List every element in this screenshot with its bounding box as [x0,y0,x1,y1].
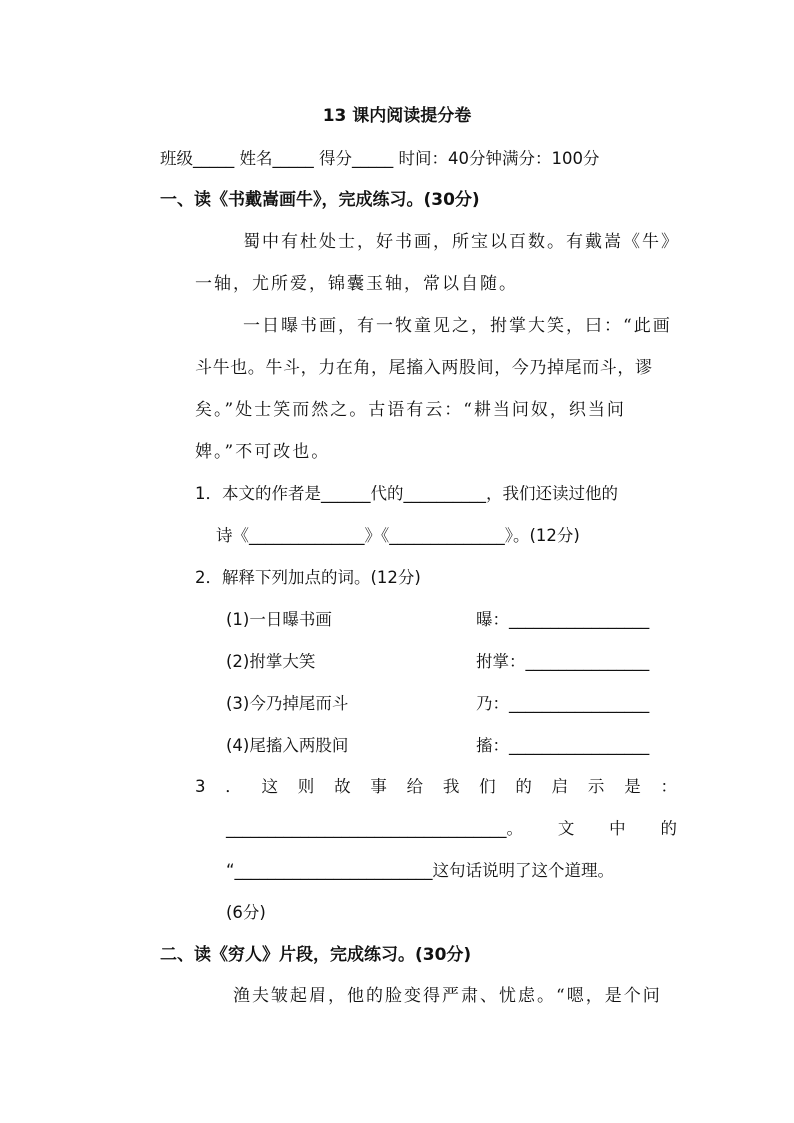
section2-heading: 二、读《穷人》片段，完成练习。(30分) [160,945,472,965]
q3-char: 则 [297,777,315,796]
q2-item-answer-blank[interactable]: 曝：_________________ [476,610,650,629]
q3-char: 的 [515,777,532,796]
question-3-line3[interactable]: “________________________这句话说明了这个道理。 [226,861,615,880]
question-3-score: (6分) [226,903,266,922]
q2-item-answer-blank[interactable]: 拊掌：_______________ [476,652,650,671]
q3-char: 3 [195,777,206,796]
q3-char: 的 [660,819,677,838]
question-3-line1 [195,776,677,798]
q2-item-answer-blank[interactable]: 乃：_________________ [476,694,650,713]
question-2-title: 2．解释下列加点的词。(12分) [195,568,421,587]
question-3-line2 [226,818,677,840]
q3-char: 们 [479,777,496,796]
q3-char: 事 [370,777,387,796]
question-1-line2: 诗《______________》《______________》。(12分) [216,526,580,545]
student-info-header: 班级_____ 姓名_____ 得分_____ 时间：40分钟满分：100分 [160,149,600,168]
q3-char: 示 [587,777,605,796]
q3-char: 故 [334,777,351,796]
q3-char: 中 [609,819,626,838]
passage-line: 渔夫皱起眉，他的脸变得严肃、忧虑。“嗯，是个问 [233,986,662,1006]
q2-item-phrase: (4)尾搐入两股间 [226,736,349,755]
q3-char: 是 [624,777,641,796]
q3-char: ． [225,777,242,796]
passage-line: 一日曝书画，有一牧童见之，拊掌大笑，曰：“此画 [243,316,672,336]
passage-line: 矣。”处士笑而然之。古语有云：“耕当问奴，织当问 [195,400,626,420]
q3-char: 我 [442,777,460,796]
page-title: 13 课内阅读提分卷 [322,106,472,126]
passage-line: 蜀中有杜处士，好书画，所宝以百数。有戴嵩《牛》 [243,232,680,252]
q3-char: 启 [551,777,569,796]
passage-line: 婢。”不可改也。 [195,442,331,462]
q3-char: 给 [406,777,424,796]
q3-char: ： [660,777,677,796]
q3-char: 文 [557,819,575,838]
q2-item-answer-blank[interactable]: 搐：_________________ [476,736,650,755]
q2-item-phrase: (3)今乃掉尾而斗 [226,694,349,713]
passage-line: 斗牛也。牛斗，力在角，尾搐入两股间，今乃掉尾而斗，谬 [195,358,653,378]
question-1-line1: 1．本文的作者是______代的__________，我们还读过他的 [195,484,618,503]
q2-item-phrase: (1)一日曝书画 [226,610,332,629]
q3-answer-blank[interactable]: __________________________________。 [226,819,523,838]
q3-char: 这 [261,777,279,796]
q2-item-phrase: (2)拊掌大笑 [226,652,316,671]
section1-heading: 一、读《书戴嵩画牛》，完成练习。(30分) [160,190,480,210]
passage-line: 一轴，尤所爱，锦囊玉轴，常以自随。 [195,274,518,294]
